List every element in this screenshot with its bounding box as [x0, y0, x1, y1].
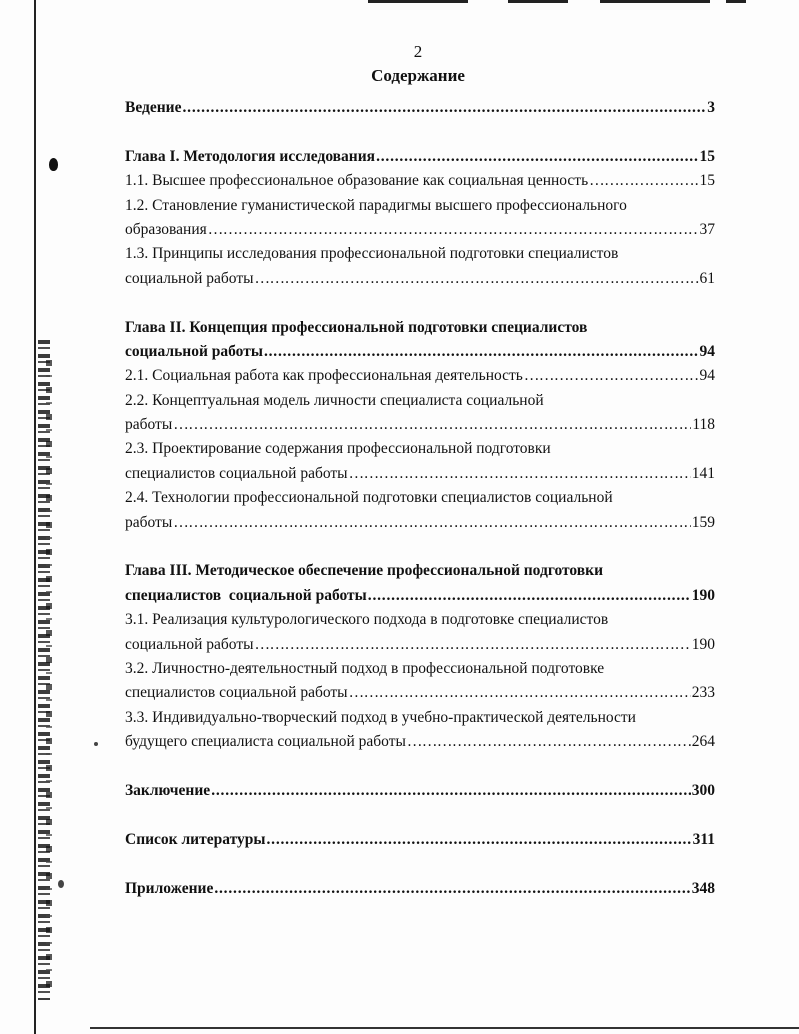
- toc-entry-page: 15: [699, 172, 715, 190]
- toc-entry-title: специалистов социальной работы: [125, 586, 367, 604]
- toc-entry-section-2-3-line1[interactable]: [125, 437, 715, 461]
- dot-leader: [589, 169, 698, 193]
- dot-leader: [173, 511, 691, 535]
- toc-entry-title: 2.2. Концептуальная модель личности специалиста социальной: [125, 391, 544, 409]
- toc-entry-title: социальной работы: [125, 342, 263, 360]
- page-number: 2: [413, 42, 423, 61]
- toc-entry-title: 1.2. Становление гуманистической парадигмы высшего профессионального: [125, 196, 627, 214]
- toc-entry-page: 159: [691, 513, 715, 531]
- scan-top-mark: [600, 0, 710, 3]
- toc-entry-title: 1.3. Принципы исследования профессиональной подготовки специалистов: [125, 245, 619, 263]
- dot-leader: [349, 681, 691, 705]
- toc-entry-page: 37: [699, 220, 715, 238]
- toc-entry-title: Ведение: [125, 99, 182, 116]
- toc-entry-title: 3.3. Индивидуально-творческий подход в учебно-практической деятельности: [125, 708, 636, 726]
- toc-entry-page: 233: [691, 684, 715, 702]
- toc-entry-title: работы: [125, 513, 173, 531]
- toc-entry-section-2-1[interactable]: [125, 364, 715, 388]
- toc-entry-section-2-2-line2[interactable]: [125, 413, 715, 437]
- toc-entry-title: работы: [125, 416, 173, 434]
- toc-entry-page: 190: [691, 635, 715, 653]
- dot-leader: [182, 96, 706, 120]
- toc-entry-title: специалистов социальной работы: [125, 464, 348, 482]
- toc-entry-section-3-2-line1[interactable]: [125, 657, 715, 681]
- dot-leader: [368, 584, 691, 608]
- toc-entry-page: 15: [699, 147, 715, 165]
- toc-entry-page: 264: [691, 733, 715, 751]
- toc-entry-chapter-3-line1[interactable]: [125, 559, 715, 583]
- toc-entry-title: Приложение: [125, 879, 214, 897]
- scan-border-left: [34, 0, 36, 1034]
- scan-dot: [58, 880, 64, 888]
- toc-entry-title: 2.3. Проектирование содержания профессиональной подготовки: [125, 440, 551, 458]
- toc-entry-chapter-2-line1[interactable]: [125, 316, 715, 340]
- toc-entry-section-3-1-line2[interactable]: [125, 633, 715, 657]
- toc-entry-page: 190: [691, 586, 715, 604]
- toc-entry-title: социальной работы: [125, 269, 254, 287]
- toc-entry-section-2-4-line2[interactable]: [125, 511, 715, 535]
- toc-heading: Содержание: [371, 66, 465, 85]
- scan-dot: [94, 742, 98, 746]
- scan-noise: [46, 350, 52, 990]
- toc-entry-section-1-2-line1[interactable]: [125, 194, 715, 218]
- toc-entry-page: 3: [707, 99, 715, 116]
- toc-entry-title: специалистов социальной работы: [125, 684, 348, 702]
- toc-entry-page: 300: [691, 781, 715, 799]
- toc-entry-page: 118: [692, 416, 715, 434]
- toc-entry-title: 2.1. Социальная работа как профессиональная деятельность: [125, 367, 523, 385]
- toc-entry-title: образования: [125, 220, 207, 238]
- toc-entry-title: 3.2. Личностно-деятельностный подход в профессиональной подготовке: [125, 659, 605, 677]
- dot-leader: [214, 877, 690, 901]
- toc-entry-section-3-1-line1[interactable]: [125, 608, 715, 632]
- dot-leader: [407, 730, 691, 754]
- scan-border-bottom: [90, 1027, 799, 1029]
- toc-entry-title: Глава I. Методология исследования: [125, 147, 376, 165]
- dot-leader: [173, 413, 691, 437]
- punch-hole-mark: [49, 158, 58, 171]
- toc-entry-section-3-3-line2[interactable]: [125, 730, 715, 754]
- toc-entry-chapter-1[interactable]: [125, 145, 715, 169]
- toc-entry-section-2-3-line2[interactable]: [125, 462, 715, 486]
- toc-entry-conclusion[interactable]: [125, 779, 715, 803]
- dot-leader: [376, 145, 698, 169]
- toc-entry-section-1-2-line2[interactable]: [125, 218, 715, 242]
- toc-entry-references[interactable]: [125, 828, 715, 852]
- toc-entry-page: 94: [699, 367, 715, 385]
- toc-entry-introduction[interactable]: [125, 96, 715, 120]
- toc-entry-section-3-2-line2[interactable]: [125, 681, 715, 705]
- dot-leader: [266, 828, 691, 852]
- scan-top-mark: [368, 0, 468, 3]
- toc-entry-chapter-2-line2[interactable]: [125, 340, 715, 364]
- toc-entry-page: 94: [699, 342, 715, 360]
- toc-entry-section-1-3-line1[interactable]: [125, 242, 715, 266]
- toc-entry-title: Глава II. Концепция профессиональной подготовки специалистов: [125, 318, 588, 336]
- toc-entry-page: 61: [699, 269, 715, 287]
- toc-entry-appendix[interactable]: [125, 877, 715, 901]
- toc-entry-title: 1.1. Высшее профессиональное образование как социальная ценность: [125, 172, 589, 190]
- table-of-contents: [125, 96, 715, 901]
- toc-entry-section-1-1[interactable]: [125, 169, 715, 193]
- toc-entry-section-2-4-line1[interactable]: [125, 486, 715, 510]
- toc-entry-section-1-3-line2[interactable]: [125, 267, 715, 291]
- dot-leader: [255, 633, 691, 657]
- dot-leader: [255, 267, 699, 291]
- dot-leader: [264, 340, 699, 364]
- toc-entry-title: 2.4. Технологии профессиональной подготовки специалистов социальной: [125, 489, 613, 507]
- toc-entry-page: 348: [691, 879, 715, 897]
- toc-entry-section-2-2-line1[interactable]: [125, 389, 715, 413]
- toc-entry-title: Заключение: [125, 781, 211, 799]
- toc-entry-section-3-3-line1[interactable]: [125, 706, 715, 730]
- toc-entry-title: Список литературы: [125, 830, 266, 848]
- toc-entry-chapter-3-line2[interactable]: [125, 584, 715, 608]
- scan-top-mark: [726, 0, 746, 3]
- toc-entry-title: Глава III. Методическое обеспечение профессиональной подготовки: [125, 562, 604, 580]
- toc-entry-page: 311: [692, 830, 715, 848]
- scan-top-mark: [508, 0, 568, 3]
- dot-leader: [349, 462, 691, 486]
- dot-leader: [211, 779, 691, 803]
- toc-entry-title: 3.1. Реализация культурологического подхода в подготовке специалистов: [125, 611, 609, 629]
- dot-leader: [208, 218, 699, 242]
- toc-entry-title: социальной работы: [125, 635, 254, 653]
- dot-leader: [524, 364, 699, 388]
- toc-entry-title: будущего специалиста социальной работы: [125, 733, 406, 751]
- toc-entry-page: 141: [691, 464, 715, 482]
